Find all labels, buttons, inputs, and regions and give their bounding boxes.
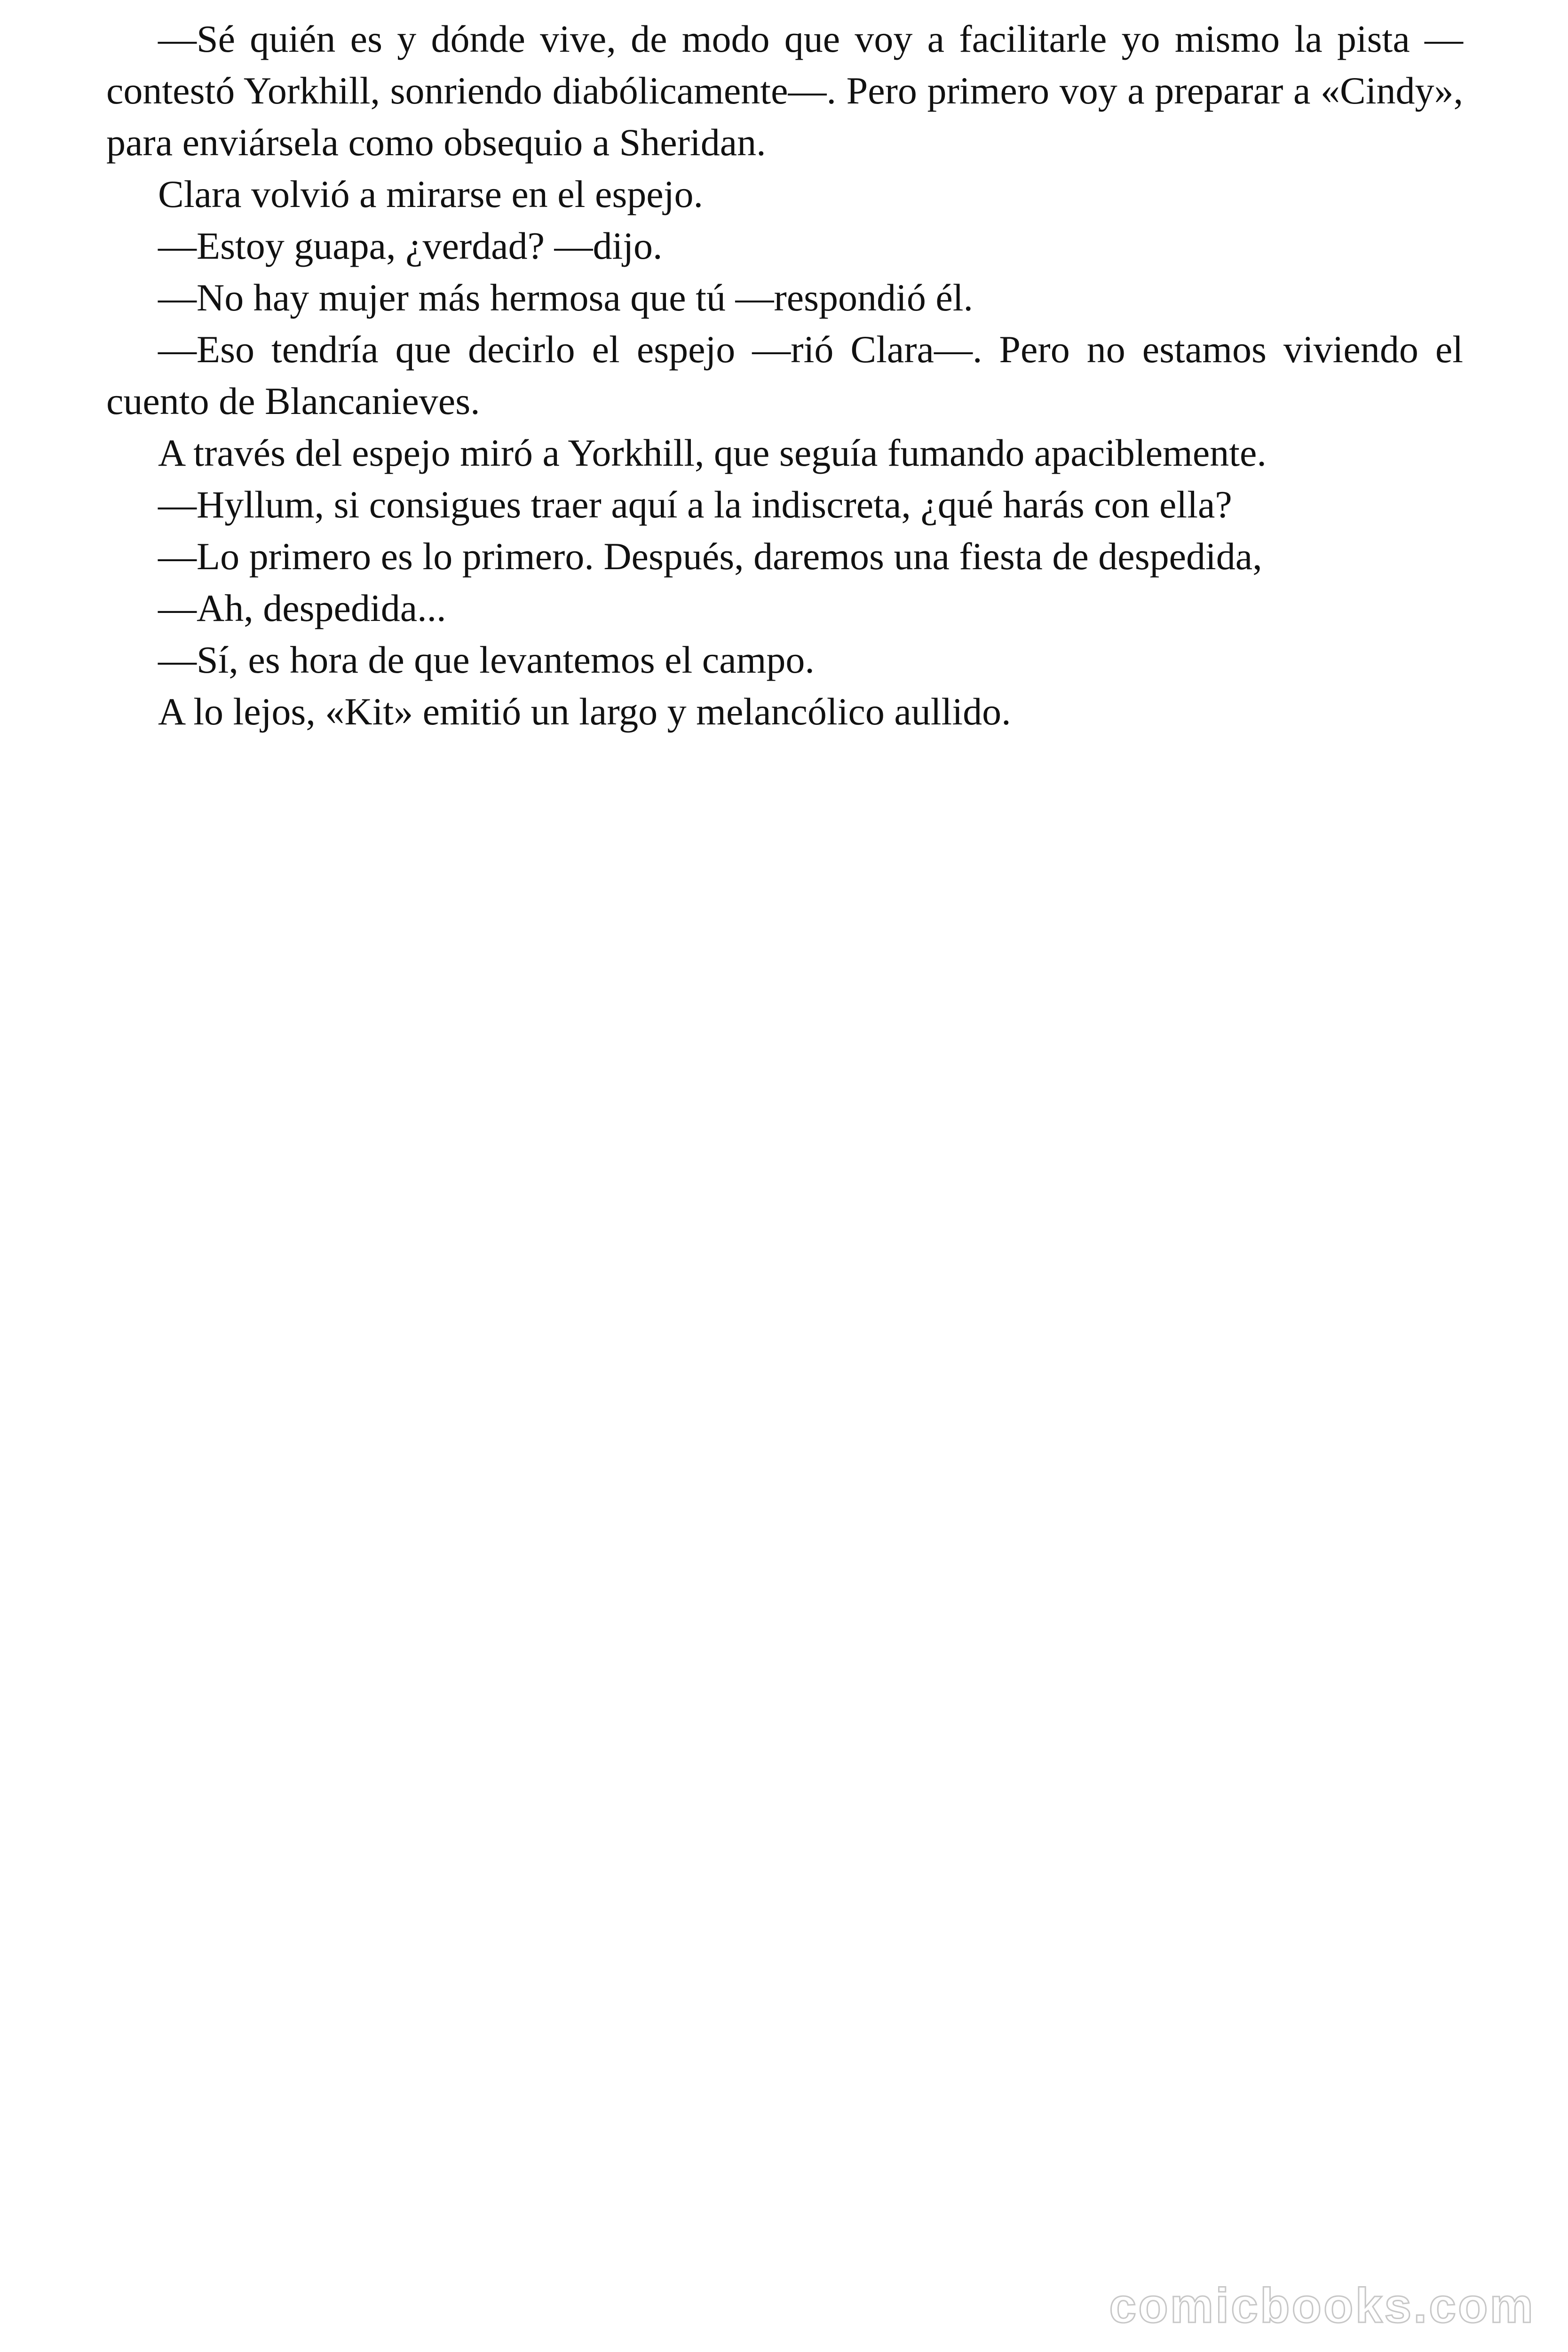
paragraph-6: A través del espejo miró a Yorkhill, que seguía fumando apaciblemente. xyxy=(158,431,1267,474)
paragraph-8: —Lo primero es lo primero. Después, daremos una fiesta de despedida, xyxy=(158,535,1262,578)
body-text xyxy=(106,13,1463,738)
paragraph-7: —Hyllum, si consigues traer aquí a la indiscreta, ¿qué harás con ella? xyxy=(158,483,1232,526)
paragraph-2: Clara volvió a mirarse en el espejo. xyxy=(158,173,703,215)
paragraph-3: —Estoy guapa, ¿verdad? —dijo. xyxy=(158,224,663,267)
paragraph-10: —Sí, es hora de que levantemos el campo. xyxy=(158,638,815,681)
paragraph-5: —Eso tendría que decirlo el espejo —rió Clara—. Pero no estamos viviendo el cuento de Blancanieves. xyxy=(106,328,1463,422)
paragraph-1: —Sé quién es y dónde vive, de modo que voy a facilitarle yo mismo la pista —contestó Yorkhill, sonriendo diabólicamente—. Pero primero voy a preparar a «Cindy», para enviársela como obsequio a Sheridan. xyxy=(106,17,1463,164)
paragraph-11: A lo lejos, «Kit» emitió un largo y melancólico aullido. xyxy=(158,690,1011,733)
paragraph-9: —Ah, despedida... xyxy=(158,587,446,629)
paragraph-4: —No hay mujer más hermosa que tú —respondió él. xyxy=(158,276,974,319)
watermark: comicbooks.com xyxy=(1109,2279,1535,2333)
